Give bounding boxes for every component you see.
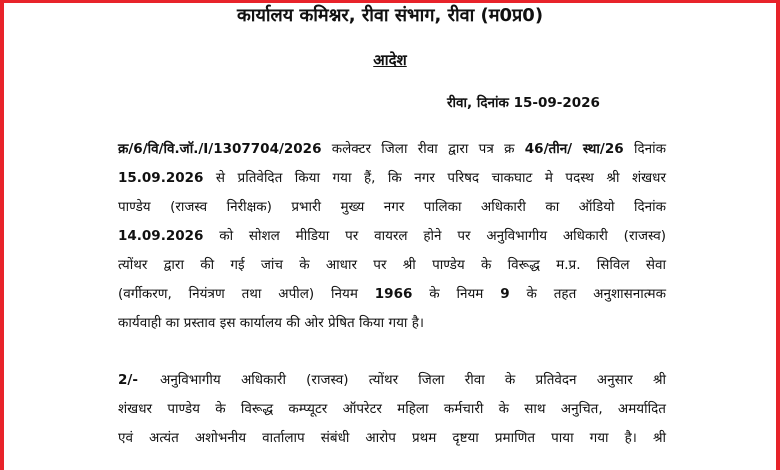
para1-line-3: पाण्डेय (राजस्व निरीक्षक) प्रभारी मुख्य नगर पालिका अधिकारी का ऑडियो दिनांक <box>118 199 666 215</box>
para1-line-7: कार्यवाही का प्रस्ताव इस कार्यालय की ओर प्रेषित किया गया है। <box>118 315 424 331</box>
para1-line-2: 15.09.2026 से प्रतिवेदित किया गया हैं, कि नगर परिषद चाकघाट मे पदस्थ श्री शंखधर <box>118 170 666 186</box>
para1-line-4: 14.09.2026 को सोशल मीडिया पर वायरल होने पर अनुविभागीय अधिकारी (राजस्व) <box>118 228 666 244</box>
para1-line-5: त्योंथर द्वारा की गई जांच के आधार पर श्री पाण्डेय के विरूद्ध म.प्र. सिविल सेवा <box>118 257 666 273</box>
para1-line-6: (वर्गीकरण, नियंत्रण तथा अपील) नियम 1966 के नियम 9 के तहत अनुशासनात्मक <box>118 286 666 302</box>
para2-number: 2/- <box>118 372 138 388</box>
para2-line-2: शंखधर पाण्डेय के विरूद्ध कम्प्यूटर ऑपरेटर महिला कर्मचारी के साथ अनुचित, अमर्यादित <box>118 401 666 417</box>
reference-number: क्र/6/वि/वि.जॉ./I/1307704/2026 <box>118 141 322 157</box>
office-title: कार्यालय कमिश्नर, रीवा संभाग, रीवा (म0प्र0) <box>236 5 544 26</box>
para2-line-3: एवं अत्यंत अशोभनीय वार्तालाप संबंधी आरोप प्रथम दृष्टया प्रमाणित पाया गया है। श्री <box>118 430 666 446</box>
para2-line-1: अनुविभागीय अधिकारी (राजस्व) त्योंथर जिला रीवा के प्रतिवेदन अनुसार श्री <box>160 372 666 388</box>
order-heading: आदेश <box>373 51 407 69</box>
date-line: रीवा, दिनांक 15-09-2026 <box>447 95 600 111</box>
para1-line-1: क्र/6/वि/वि.जॉ./I/1307704/2026 कलेक्टर जिला रीवा द्वारा पत्र क्र 46/तीन/ स्था/26 दिनांक <box>118 141 666 157</box>
